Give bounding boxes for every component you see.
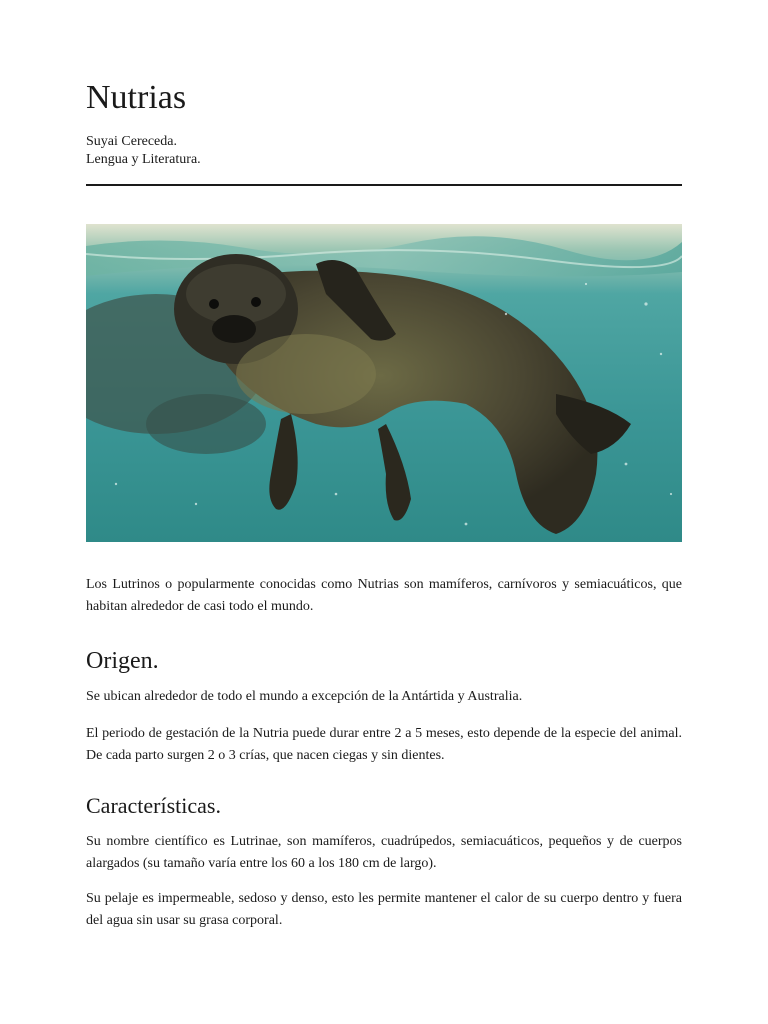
caracteristicas-paragraph-1: Su nombre científico es Lutrinae, son mamíferos, cuadrúpedos, semiacuáticos, pequeños y de cuerpos alargados (su tamaño varía entre los 60 a los 180 cm de largo). <box>86 834 682 871</box>
section-heading-caracteristicas: Características. <box>86 793 221 818</box>
caracteristicas-paragraph-2: Su pelaje es impermeable, sedoso y denso, esto les permite mantener el calor de su cuerpo dentro y fuera del agua sin usar su grasa corporal. <box>86 891 682 928</box>
subject-name: Lengua y Literatura. <box>86 152 201 167</box>
otter-photo <box>86 224 682 542</box>
otter-photo-icon <box>86 224 682 542</box>
page-title: Nutrias <box>86 79 187 116</box>
author-name: Suyai Cereceda. <box>86 134 177 149</box>
author-block <box>86 133 201 169</box>
title-divider <box>86 184 682 186</box>
origen-paragraph-1: Se ubican alrededor de todo el mundo a excepción de la Antártida y Australia. <box>86 689 523 704</box>
section-heading-origen: Origen. <box>86 648 159 674</box>
intro-paragraph: Los Lutrinos o popularmente conocidas como Nutrias son mamíferos, carnívoros y semiacuáticos, que habitan alrededor de casi todo el mundo. <box>86 577 682 614</box>
origen-paragraph-2: El periodo de gestación de la Nutria puede durar entre 2 a 5 meses, esto depende de la especie del animal. De cada parto surgen 2 o 3 crías, que nacen ciegas y sin dientes. <box>86 726 682 763</box>
